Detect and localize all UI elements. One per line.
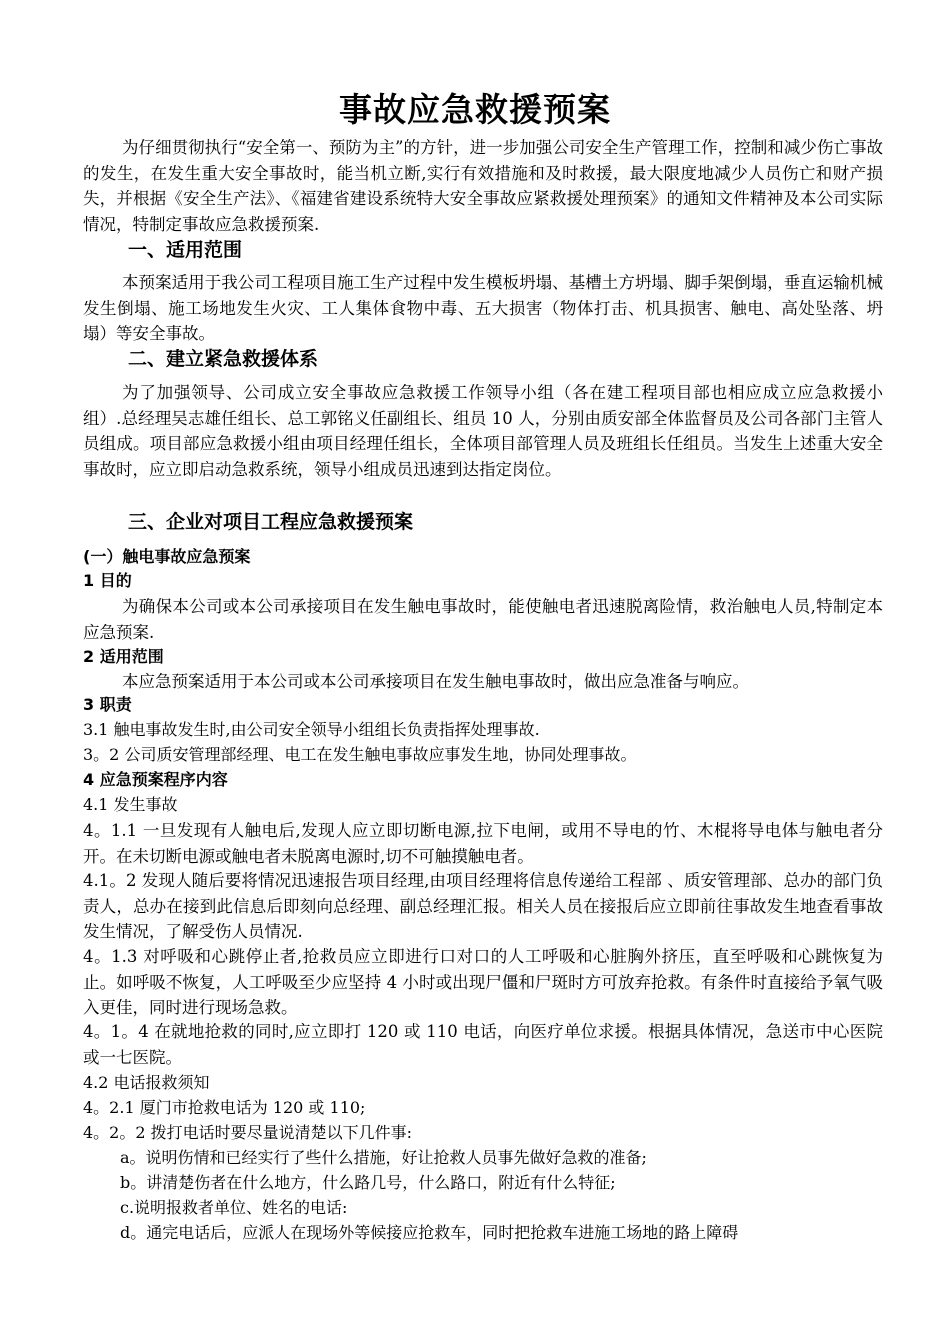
list-item-d: d。通完电话后，应派人在现场外等候接应抢救车，同时把抢救车进施工场地的路上障碍: [120, 1223, 739, 1242]
procedure-4-1: 4.1 发生事故: [83, 795, 178, 814]
list-item-a: a。说明伤情和已经实行了些什么措施，好让抢救人员事先做好急救的准备;: [120, 1148, 647, 1167]
duty-item-2: 3。2 公司质安管理部经理、电工在发生触电事故应事发生地，协同处理事故。: [83, 745, 637, 764]
duty-item-1: 3.1 触电事故发生时,由公司安全领导小组组长负责指挥处理事故.: [83, 720, 540, 739]
section-heading-emergency-plan: 三、企业对项目工程应急救援预案: [128, 511, 414, 533]
heading-procedure: 4 应急预案程序内容: [83, 770, 228, 789]
procedure-4-2: 4.2 电话报救须知: [83, 1073, 210, 1092]
procedure-4-1-4: 4。1。4 在就地抢救的同时,应立即打 120 或 110 电话，向医疗单位求援。根据具体情况，急送市中心医院或一七医院。: [83, 1022, 883, 1067]
intro-paragraph: 为仔细贯彻执行“安全第一、预防为主”的方针，进一步加强公司安全生产管理工作，控制和减少伤亡事故的发生，在发生重大安全事故时，能当机立断,实行有效措施和及时救援，最大限度地减少人员伤亡和财产损失，并根据《安全生产法》、《福建省建设系统特大安全事故应紧救援处理预案》的通知文件精神及本公司实际情况，特制定事故应急救援预案.: [83, 138, 883, 234]
heading-applicable-scope: 2 适用范围: [83, 647, 164, 666]
sub-heading-electric-shock: (一）触电事故应急预案: [83, 547, 251, 566]
procedure-4-1-1: 4。1.1 一旦发现有人触电后,发现人应立即切断电源,拉下电闸，或用不导电的竹、木棍将导电体与触电者分开。在未切断电源或触电者未脱离电源时,切不可触摸触电者。: [83, 821, 883, 866]
purpose-paragraph: 为确保本公司或本公司承接项目在发生触电事故时，能使触电者迅速脱离险情，救治触电人员,特制定本应急预案.: [83, 597, 883, 642]
heading-purpose: 1 目的: [83, 571, 132, 590]
procedure-4-2-2: 4。2。2 拨打电话时要尽量说清楚以下几件事:: [83, 1123, 413, 1142]
heading-duties: 3 职责: [83, 695, 132, 714]
procedure-4-2-1: 4。2.1 厦门市抢救电话为 120 或 110;: [83, 1098, 366, 1117]
procedure-4-1-3: 4。1.3 对呼吸和心跳停止者,抢救员应立即进行口对口的人工呼吸和心脏胸外挤压，直至呼吸和心跳恢复为止。如呼吸不恢复，人工呼吸至少应坚持 4 小时或出现尸僵和尸斑时方可放弃抢救。有条件时直接给予氧气吸入更佳，同时进行现场急救。: [83, 947, 883, 1017]
applicable-scope-paragraph: 本应急预案适用于本公司或本公司承接项目在发生触电事故时，做出应急准备与响应。: [122, 672, 749, 691]
list-item-c: c.说明报救者单位、姓名的电话:: [120, 1198, 348, 1217]
procedure-4-1-2: 4.1。2 发现人随后要将情况迅速报告项目经理,由项目经理将信息传递给工程部 、质安管理部、总办的部门负责人，总办在接到此信息后即刻向总经理、副总经理汇报。相关人员在接报后应立即前往事故发生地查看事故发生情况，了解受伤人员情况.: [83, 871, 883, 941]
rescue-system-paragraph: 为了加强领导、公司成立安全事故应急救援工作领导小组（各在建工程项目部也相应成立应急救援小组）.总经理吴志雄任组长、总工郭铭义任副组长、组员 10 人，分别由质安部全体监督员及公司各部门主管人员组成。项目部应急救援小组由项目经理任组长，全体项目部管理人员及班组长任组员。当发生上述重大安全事故时，应立即启动急救系统，领导小组成员迅速到达指定岗位。: [83, 383, 883, 479]
section-heading-scope: 一、适用范围: [128, 239, 243, 261]
list-item-b: b。讲清楚伤者在什么地方，什么路几号，什么路口，附近有什么特征;: [120, 1173, 616, 1192]
document-title: 事故应急救援预案: [339, 90, 611, 129]
section-heading-rescue-system: 二、建立紧急救援体系: [128, 348, 319, 370]
scope-paragraph: 本预案适用于我公司工程项目施工生产过程中发生模板坍塌、基槽土方坍塌、脚手架倒塌，垂直运输机械发生倒塌、施工场地发生火灾、工人集体食物中毒、五大损害（物体打击、机具损害、触电、高处坠落、坍塌）等安全事故。: [83, 273, 883, 343]
